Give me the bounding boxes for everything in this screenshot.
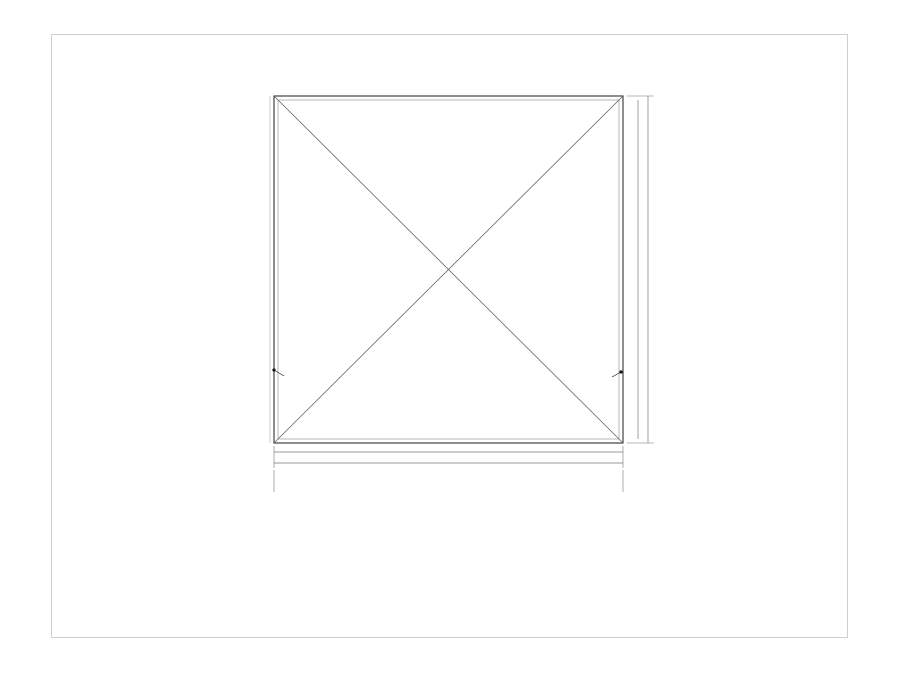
side-beam-leader — [612, 372, 621, 377]
side-beam-leader — [274, 370, 284, 376]
